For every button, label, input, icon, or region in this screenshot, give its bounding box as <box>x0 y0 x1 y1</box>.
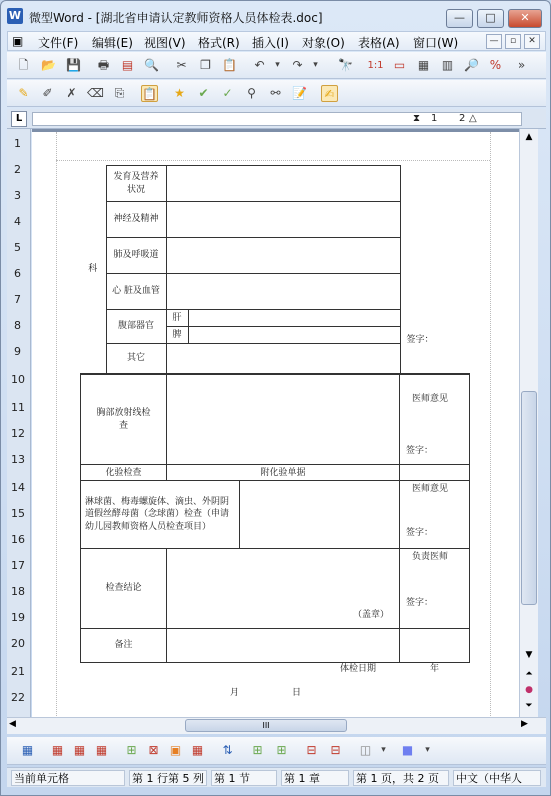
zoom-icon[interactable]: 🔎 <box>464 58 479 72</box>
undo-dropdown-icon[interactable]: ▾ <box>275 60 280 70</box>
vruler-num: 7 <box>14 293 21 306</box>
spleen-label: 脾 <box>172 330 182 340</box>
vruler-num: 12 <box>11 427 25 440</box>
insert-table-icon[interactable]: ▦ <box>51 743 64 757</box>
menu-object[interactable]: 对象(O) <box>302 36 345 50</box>
vruler-num: 11 <box>11 401 25 414</box>
scroll-down-icon[interactable]: ▼ <box>525 650 533 660</box>
menu-bar <box>7 31 546 51</box>
insert-row-icon[interactable]: ⊞ <box>126 743 137 757</box>
doc-close-button[interactable]: ✕ <box>524 34 540 49</box>
conclusion-label-cell <box>81 549 167 629</box>
liver-label: 肝 <box>167 310 188 327</box>
lab-attachment-cell[interactable] <box>167 465 400 481</box>
split-icon[interactable]: ▦ <box>191 743 204 757</box>
vruler-num: 5 <box>14 241 21 254</box>
lab-attachment-label: 附化验单据 <box>260 467 306 478</box>
vruler-num: 8 <box>14 319 21 332</box>
right-indent-icon[interactable]: △ <box>469 113 477 124</box>
year-label: 年 <box>430 664 440 674</box>
tab-selector[interactable]: L <box>11 111 27 127</box>
highlight-icon[interactable]: ✎ <box>18 86 29 100</box>
xray-label: 胸部放射线检查 <box>96 407 151 431</box>
vruler-num: 2 <box>14 163 21 176</box>
grid2-icon[interactable]: ▦ <box>95 743 108 757</box>
spleen-value[interactable] <box>189 327 400 343</box>
find-icon[interactable]: 🔭 <box>338 58 353 72</box>
next-page-icon[interactable]: ⏷ <box>525 701 533 711</box>
lab-label-cell <box>81 465 167 481</box>
status-bar <box>7 767 546 787</box>
scroll-right-icon[interactable]: ▶ <box>521 719 528 729</box>
row-label-cell <box>106 238 166 274</box>
xray-label-cell <box>81 375 167 465</box>
status-chapter: 第 1 章 <box>281 770 349 786</box>
horizontal-ruler-row <box>7 109 546 129</box>
organ-labels-cell <box>166 310 188 344</box>
word-app-icon: W <box>8 9 22 22</box>
row-label-lungs: 肺及呼吸道 <box>113 250 159 261</box>
row-label-cell <box>106 166 166 202</box>
doc-restore-button[interactable]: ▫ <box>505 34 521 49</box>
redo-dropdown-icon[interactable]: ▾ <box>313 60 318 70</box>
remarks-extra-cell[interactable] <box>400 629 470 663</box>
cut-icon[interactable]: ✂ <box>176 58 187 72</box>
check2-icon[interactable]: ✓ <box>222 86 233 100</box>
vruler-num: 15 <box>11 507 25 520</box>
organ-values-cell[interactable] <box>188 310 400 344</box>
row-label-other: 其它 <box>126 353 145 364</box>
scroll-left-icon[interactable]: ◀ <box>9 719 16 729</box>
exam-table-upper <box>80 165 470 374</box>
menu-table[interactable]: 表格(A) <box>358 36 400 50</box>
delete-row-icon[interactable]: ⊠ <box>148 743 159 757</box>
status-position: 第 1 行第 5 列 <box>129 770 207 786</box>
new-doc-icon[interactable]: 🗋 <box>18 58 29 72</box>
doctor-opinion-label: 医师意见 <box>412 484 449 494</box>
del-col-icon[interactable]: ⊟ <box>330 743 341 757</box>
erase-icon[interactable]: ⌫ <box>87 86 104 100</box>
responsible-doctor-cell[interactable] <box>400 549 470 629</box>
vruler-num: 4 <box>14 215 21 228</box>
border-style-icon[interactable]: ◫ <box>359 743 372 757</box>
row-label-cell <box>106 344 166 374</box>
vruler-num: 20 <box>11 637 25 650</box>
scroll-up-icon[interactable]: ▲ <box>525 132 533 142</box>
add-col-icon[interactable]: ⊞ <box>276 743 287 757</box>
month-label: 月 <box>230 688 240 698</box>
status-language: 中文（中华人 <box>453 770 541 786</box>
horizontal-ruler[interactable] <box>32 112 522 126</box>
fill-color-dropdown-icon[interactable]: ▾ <box>425 745 430 755</box>
row-label-abdomen: 腹部器官 <box>117 321 154 332</box>
ruler-mark-1: 1 <box>431 113 438 124</box>
sign-label: 签字： <box>406 335 434 346</box>
merge-icon[interactable]: ▣ <box>169 743 182 757</box>
menu-view[interactable]: 视图(V) <box>144 36 186 50</box>
row-label-nutrition: 发育及营养状况 <box>113 171 159 195</box>
status-current-cell: 当前单元格 <box>11 770 125 786</box>
document-area[interactable] <box>32 129 519 717</box>
check-icon[interactable]: ✔ <box>198 86 209 100</box>
sign-label: 签字： <box>406 446 434 456</box>
table-toolbar <box>7 737 546 765</box>
row-label-cell <box>106 202 166 238</box>
minimize-button[interactable]: — <box>446 9 473 28</box>
ruler-mark-2: 2 <box>459 113 466 124</box>
undo-icon[interactable]: ↶ <box>254 58 265 72</box>
note-icon[interactable]: 📝 <box>292 86 307 100</box>
link2-icon[interactable]: ⚯ <box>270 86 281 100</box>
doctor-opinion-label: 医师意见 <box>412 394 449 404</box>
vruler-num: 13 <box>11 453 25 466</box>
del-row-icon[interactable]: ⊟ <box>306 743 317 757</box>
menu-file[interactable]: 文件(F) <box>38 36 79 50</box>
link-icon[interactable]: ⚲ <box>247 86 256 100</box>
columns-icon[interactable]: ▥ <box>441 58 454 72</box>
margin-guide <box>490 132 491 717</box>
sign-label: 签字： <box>406 528 434 538</box>
row-label-nerves: 神经及精神 <box>113 214 159 225</box>
save-icon[interactable]: 💾 <box>66 58 81 72</box>
horizontal-scrollbar[interactable] <box>7 717 546 734</box>
percent-icon[interactable]: % <box>489 58 502 72</box>
seal-label: （盖章） <box>352 610 389 621</box>
doctor-opinion-cell[interactable] <box>400 375 470 465</box>
sort-icon[interactable]: ⇅ <box>222 743 233 757</box>
title-bar <box>1 1 550 31</box>
format-icon[interactable]: ⎘ <box>114 86 125 100</box>
grid-icon[interactable]: ▦ <box>73 743 86 757</box>
remarks-label: 备注 <box>114 640 133 651</box>
vruler-num: 21 <box>11 665 25 678</box>
delete-pen-icon[interactable]: ✗ <box>66 86 77 100</box>
std-doctor-cell[interactable] <box>400 481 470 549</box>
std-test-value-cell[interactable] <box>240 481 400 549</box>
section-label: 科 <box>88 263 98 274</box>
value-cell[interactable] <box>166 238 400 274</box>
print-preview-icon[interactable]: 🔍 <box>144 58 159 72</box>
vruler-num: 6 <box>14 267 21 280</box>
row-label-cell <box>106 274 166 310</box>
table-icon[interactable]: ▦ <box>21 743 34 757</box>
margin-guide <box>56 160 490 161</box>
add-row-icon[interactable]: ⊞ <box>252 743 263 757</box>
vruler-num: 19 <box>11 611 25 624</box>
vertical-scrollbar[interactable] <box>519 129 538 717</box>
copy-icon[interactable]: ❐ <box>200 58 211 72</box>
section-cell <box>80 166 106 374</box>
fill-color-icon[interactable]: ■ <box>401 743 414 757</box>
margin-guide <box>56 132 57 717</box>
doc-minimize-button[interactable]: — <box>486 34 502 49</box>
review-toolbar <box>7 80 546 107</box>
edit-pen-icon[interactable]: ✐ <box>42 86 53 100</box>
std-test-cell <box>81 481 240 549</box>
vruler-num: 9 <box>14 345 21 358</box>
vruler-num: 22 <box>11 691 25 704</box>
border-style-dropdown-icon[interactable]: ▾ <box>381 745 386 755</box>
more-icon[interactable]: » <box>517 58 526 72</box>
vruler-num: 18 <box>11 585 25 598</box>
menu-window[interactable]: 窗口(W) <box>413 36 459 50</box>
value-cell[interactable] <box>166 166 400 202</box>
liver-value[interactable] <box>189 310 400 327</box>
window-title: 微型Word - [湖北省申请认定教师资格人员体检表.doc] <box>29 11 323 25</box>
status-section: 第 1 节 <box>211 770 277 786</box>
border-icon[interactable]: ▦ <box>417 58 430 72</box>
pdf-icon[interactable]: ▤ <box>121 58 134 72</box>
close-button[interactable]: ✕ <box>508 9 542 28</box>
value-cell[interactable] <box>166 202 400 238</box>
maximize-button[interactable]: □ <box>477 9 504 28</box>
redo-icon[interactable]: ↷ <box>292 58 303 72</box>
sign-icon[interactable]: ✍ <box>321 85 338 102</box>
star-icon[interactable]: ★ <box>174 86 185 100</box>
remarks-label-cell <box>81 629 167 663</box>
page-number-icon[interactable]: 1:1 <box>367 60 384 71</box>
prev-page-icon[interactable]: ⏶ <box>525 669 533 679</box>
vruler-num: 1 <box>14 137 21 150</box>
xray-value-cell[interactable] <box>167 375 400 465</box>
vertical-scroll-thumb[interactable] <box>521 391 537 605</box>
row-label-heart: 心 脏及血管 <box>112 286 160 297</box>
horizontal-scroll-thumb[interactable]: III <box>185 719 347 732</box>
vruler-num: 16 <box>11 533 25 546</box>
lab-doctor-cell[interactable] <box>400 465 470 481</box>
conclusion-value-cell[interactable] <box>167 549 400 629</box>
paste-special-icon[interactable]: 📋 <box>142 87 157 101</box>
open-folder-icon[interactable]: 📂 <box>41 58 56 72</box>
menu-edit[interactable]: 编辑(E) <box>92 36 133 50</box>
paste-icon[interactable]: 📋 <box>222 58 237 72</box>
document-page[interactable] <box>32 132 519 717</box>
responsible-doctor-label: 负责医师 <box>412 552 449 562</box>
menu-format[interactable]: 格式(R) <box>198 36 240 50</box>
status-page: 第 1 页，共 2 页 <box>353 770 449 786</box>
conclusion-label: 检查结论 <box>105 583 142 594</box>
vruler-num: 3 <box>14 189 21 202</box>
value-cell[interactable] <box>166 344 400 374</box>
sign-label: 签字： <box>406 598 434 608</box>
standard-toolbar <box>7 52 546 79</box>
select-browse-object-icon[interactable]: ● <box>525 685 533 695</box>
vruler-num: 10 <box>11 373 25 386</box>
text-box-icon[interactable]: ▭ <box>393 58 406 72</box>
menu-insert[interactable]: 插入(I) <box>252 36 289 50</box>
indent-marker-icon[interactable]: ⧗ <box>413 113 421 124</box>
vertical-ruler[interactable] <box>7 129 31 717</box>
print-icon[interactable]: 🖶 <box>97 58 110 72</box>
lab-label: 化验检查 <box>105 467 142 478</box>
value-cell[interactable] <box>166 274 400 310</box>
row-label-cell <box>106 310 166 344</box>
vruler-num: 17 <box>11 559 25 572</box>
remarks-value-cell[interactable] <box>167 629 400 663</box>
sign-cell[interactable] <box>400 166 470 374</box>
exam-table-lower <box>80 374 470 663</box>
vruler-num: 14 <box>11 481 25 494</box>
menu-file-icon: ▣ <box>12 34 24 48</box>
exam-date-label: 体检日期 <box>340 664 377 674</box>
std-test-label: 淋球菌、梅毒螺旋体、滴虫、外阴阴道假丝酵母菌（念球菌）检查（申请幼儿园教师资格人员检查项目） <box>85 496 230 532</box>
day-label: 日 <box>292 688 302 698</box>
